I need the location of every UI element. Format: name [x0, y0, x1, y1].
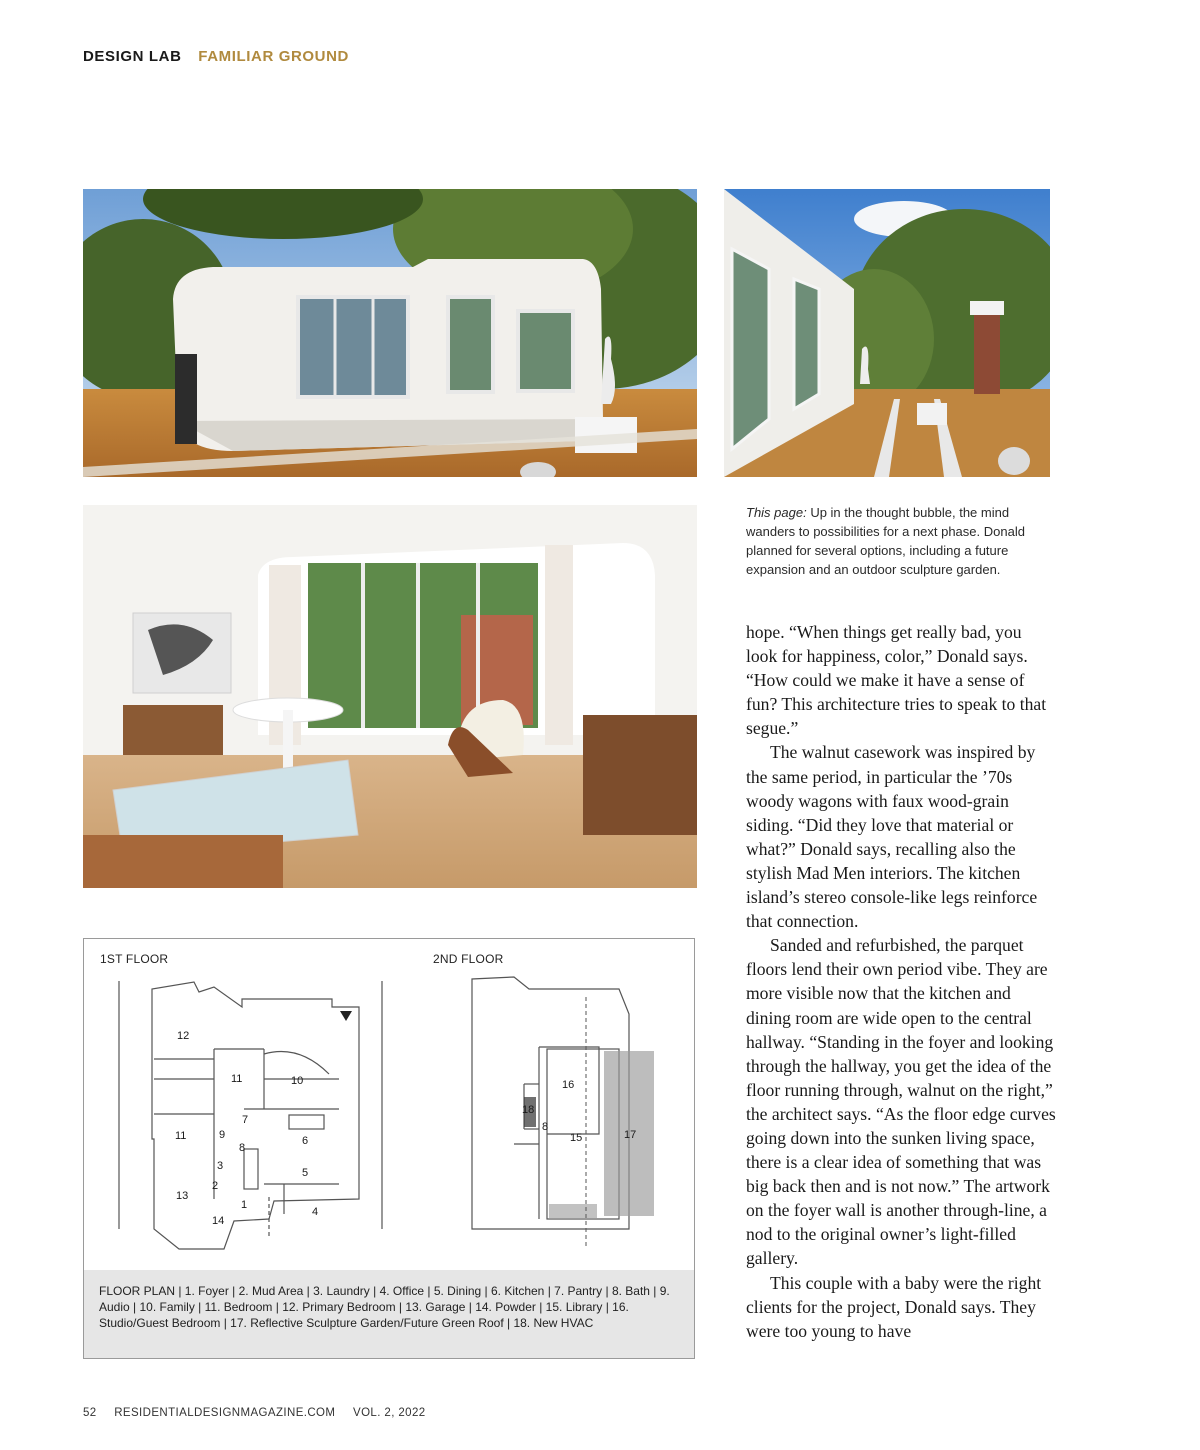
room-number: 15 [570, 1132, 583, 1144]
body-paragraph: Sanded and refurbished, the parquet floors lend their own period vibe. They are more visible now that the kitchen and dining room are wide open to the central hallway. “Standing in the foyer and looking through the hallway, you get the idea of the floor running through, walnut on the right,” the architect says. “As the floor edge curves going down into the sunken living space, there is a clear idea of something that was big back then and is not now.” The artwork on the foyer wall is another through-line, a nod to the original owner’s light-filled gallery. [746, 935, 1056, 1269]
room-number: 13 [176, 1190, 189, 1202]
room-number: 9 [219, 1129, 226, 1141]
room-number: 11 [175, 1130, 187, 1142]
second-floor-label: 2ND FLOOR [433, 952, 504, 966]
room-number: 12 [177, 1030, 190, 1042]
photo-caption [746, 503, 1054, 579]
floor-plan-drawing [84, 939, 694, 1269]
room-number: 16 [562, 1079, 575, 1091]
room-number: 8 [542, 1121, 549, 1133]
room-number: 6 [302, 1135, 309, 1147]
article-body [746, 620, 1056, 1343]
floor-plan-legend: FLOOR PLAN | 1. Foyer | 2. Mud Area | 3. Laundry | 4. Office | 5. Dining | 6. Kitchen | 7. Pantry | 8. Bath | 9. Audio | 10. Family | 11. Bedroom | 12. Primary Bedroom | 13. Garage | 14. Powder | 15. Library | 16. Studio/Guest Bedroom | 17. Reflective Sculpture Garden/Future Green Roof | 18. New HVAC [84, 1270, 694, 1358]
room-number: 1 [241, 1199, 248, 1211]
photo-interior-living-room [83, 505, 697, 888]
room-number: 8 [239, 1142, 246, 1154]
room-number: 4 [312, 1206, 319, 1218]
page-footer [83, 1407, 440, 1419]
room-number: 2 [212, 1180, 219, 1192]
photo-exterior-house [83, 189, 697, 477]
room-number: 7 [242, 1114, 249, 1126]
room-number: 17 [624, 1129, 637, 1141]
body-paragraph: The walnut casework was inspired by the same period, in particular the ’70s woody wagons with faux wood-grain siding. “Did they love that material or what?” Donald says, recalling also the stylish Mad Men interiors. The kitchen island’s stereo console-like legs reinforce that connection. [746, 742, 1038, 932]
body-paragraph: hope. “When things get really bad, you look for happiness, color,” Donald says. “How could we make it have a sense of fun? This architecture tries to speak to that segue.” [746, 622, 1047, 739]
body-paragraph: This couple with a baby were the right clients for the project, Donald says. They were too young to have [746, 1272, 1042, 1341]
room-number: 5 [302, 1167, 309, 1179]
section-title: DESIGN LAB [83, 48, 182, 65]
caption-text: Up in the thought bubble, the mind wanders to possibilities for a next phase. Donald planned for several options, including a future expansion and an outdoor sculpture garden. [746, 505, 1025, 577]
subsection-title: FAMILIAR GROUND [198, 48, 349, 65]
room-number: 18 [522, 1104, 535, 1116]
section-header [83, 48, 349, 65]
floor-plan-figure [83, 938, 695, 1359]
page-number: 52 [83, 1407, 97, 1419]
room-number: 3 [217, 1160, 224, 1172]
caption-lead: This page: [746, 505, 807, 520]
first-floor-label: 1ST FLOOR [100, 952, 169, 966]
room-number: 10 [291, 1075, 304, 1087]
room-number: 11 [231, 1073, 243, 1085]
footer-issue: VOL. 2, 2022 [353, 1407, 426, 1419]
room-number: 14 [212, 1215, 225, 1227]
photo-rooftop-garden [724, 189, 1050, 477]
footer-site: RESIDENTIALDESIGNMAGAZINE.COM [114, 1407, 336, 1419]
